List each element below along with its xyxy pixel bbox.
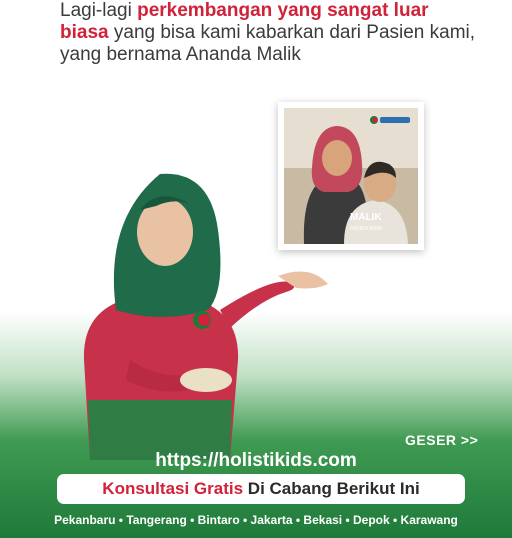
cta-text: Di Cabang Berikut Ini xyxy=(243,479,420,498)
cta-banner xyxy=(57,474,465,504)
patient-name: MALIK xyxy=(350,212,382,223)
patient-role: PASIEN ANAK xyxy=(350,226,383,232)
headline-highlight: perkembangan yang sangat luar biasa xyxy=(60,0,429,43)
website-url: https://holistikids.com xyxy=(155,450,357,471)
headline-prefix: Lagi-lagi xyxy=(60,0,138,21)
branch-list: Pekanbaru • Tangerang • Bintaro • Jakarta • Bekasi • Depok • Karawang xyxy=(54,513,458,527)
cta-highlight: Konsultasi Gratis xyxy=(102,479,244,498)
presenter-illustration xyxy=(70,160,340,460)
next-slide-hint: GESER >> xyxy=(405,432,479,448)
headline xyxy=(60,0,480,66)
headline-suffix: yang bisa kami kabarkan dari Pasien kami, yang bernama Ananda Malik xyxy=(60,22,476,65)
